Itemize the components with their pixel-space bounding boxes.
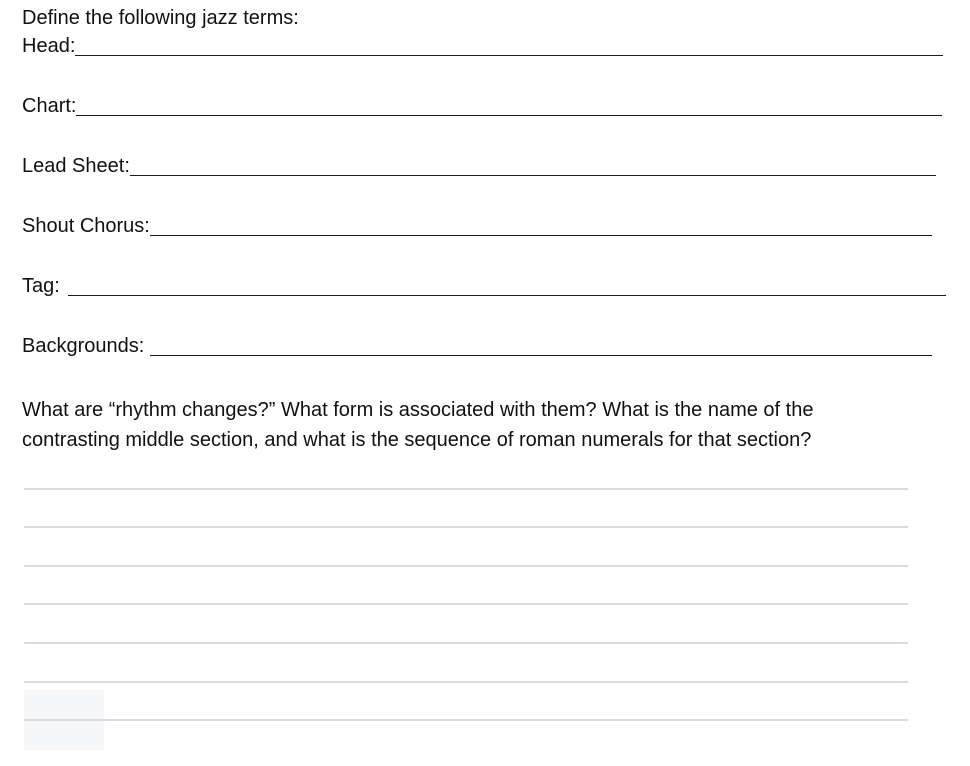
term-label-shout-chorus: Shout Chorus: (22, 215, 150, 237)
term-row-backgrounds (22, 332, 932, 358)
term-row-tag (22, 272, 946, 298)
term-row-head (22, 32, 943, 58)
term-row-lead-sheet (22, 152, 936, 178)
answer-line[interactable] (24, 719, 908, 721)
answer-line[interactable] (24, 565, 908, 567)
term-label-chart: Chart: (22, 95, 77, 117)
answer-blank-lead-sheet[interactable] (130, 155, 936, 176)
answer-line[interactable] (24, 642, 908, 644)
term-row-chart (22, 92, 942, 118)
answer-blank-chart[interactable] (76, 95, 942, 116)
question-line-2: contrasting middle section, and what is the sequence of roman numerals for that section? (22, 429, 812, 451)
answer-blank-backgrounds[interactable] (150, 335, 932, 356)
answer-line[interactable] (24, 488, 908, 490)
term-label-tag: Tag: (22, 275, 60, 297)
answer-blank-shout-chorus[interactable] (150, 215, 932, 236)
term-label-lead-sheet: Lead Sheet: (22, 155, 130, 177)
answer-blank-tag[interactable] (68, 275, 946, 296)
term-row-shout-chorus (22, 212, 932, 238)
answer-line[interactable] (24, 526, 908, 528)
answer-blank-head[interactable] (75, 35, 943, 56)
answer-line[interactable] (24, 681, 908, 683)
question-line-1: What are “rhythm changes?” What form is associated with them? What is the name of the (22, 399, 814, 421)
worksheet-heading: Define the following jazz terms: (22, 7, 299, 29)
answer-line[interactable] (24, 603, 908, 605)
rhythm-changes-question (22, 395, 922, 455)
term-label-backgrounds: Backgrounds: (22, 335, 145, 357)
term-label-head: Head: (22, 35, 76, 57)
